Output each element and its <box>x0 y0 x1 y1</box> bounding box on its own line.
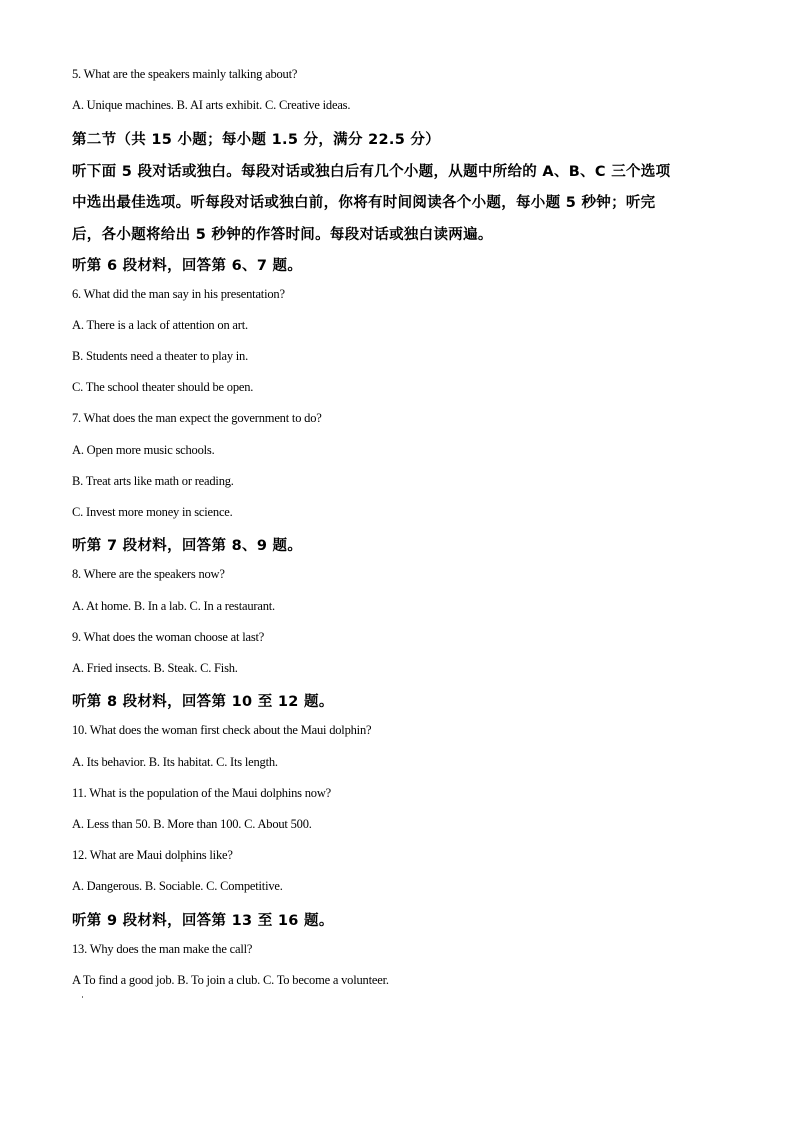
option-7c: C. Invest more money in science. <box>72 505 233 519</box>
option-7a: A. Open more music schools. <box>72 443 215 457</box>
material-heading-7: 听第 7 段材料，回答第 8、9 题。 <box>72 538 303 554</box>
question-6: 6. What did the man say in his presentation? <box>72 287 285 301</box>
options-8: A. At home. B. In a lab. C. In a restaurant. <box>72 599 275 613</box>
option-6b: B. Students need a theater to play in. <box>72 349 249 363</box>
instruction-line-1: 听下面 5 段对话或独白。每段对话或独白后有几个小题，从题中所给的 A、B、C 三个选项 <box>72 164 671 180</box>
option-6c: C. The school theater should be open. <box>72 380 254 394</box>
options-12: A. Dangerous. B. Sociable. C. Competitive. <box>72 879 283 893</box>
option-6a: A. There is a lack of attention on art. <box>72 318 248 332</box>
stray-mark <box>82 996 83 998</box>
question-10: 10. What does the woman first check about the Maui dolphin? <box>72 723 372 737</box>
question-13: 13. Why does the man make the call? <box>72 942 253 956</box>
options-11: A. Less than 50. B. More than 100. C. About 500. <box>72 817 312 831</box>
section-heading: 第二节（共 15 小题；每小题 1.5 分，满分 22.5 分） <box>72 132 441 148</box>
options-5: A. Unique machines. B. AI arts exhibit. C. Creative ideas. <box>72 98 351 112</box>
question-11: 11. What is the population of the Maui dolphins now? <box>72 786 332 800</box>
options-9: A. Fried insects. B. Steak. C. Fish. <box>72 661 238 675</box>
instruction-line-3: 后，各小题将给出 5 秒钟的作答时间。每段对话或独白读两遍。 <box>72 227 493 243</box>
options-10: A. Its behavior. B. Its habitat. C. Its length. <box>72 755 278 769</box>
material-heading-6: 听第 6 段材料，回答第 6、7 题。 <box>72 258 303 274</box>
material-heading-9: 听第 9 段材料，回答第 13 至 16 题。 <box>72 913 334 929</box>
question-8: 8. Where are the speakers now? <box>72 567 225 581</box>
question-5: 5. What are the speakers mainly talking about? <box>72 67 298 81</box>
options-13: A To find a good job. B. To join a club. C. To become a volunteer. <box>72 973 389 987</box>
material-heading-8: 听第 8 段材料，回答第 10 至 12 题。 <box>72 694 334 710</box>
question-7: 7. What does the man expect the government to do? <box>72 411 322 425</box>
question-12: 12. What are Maui dolphins like? <box>72 848 233 862</box>
question-9: 9. What does the woman choose at last? <box>72 630 265 644</box>
instruction-line-2: 中选出最佳选项。听每段对话或独白前，你将有时间阅读各个小题，每小题 5 秒钟；听完 <box>72 195 656 211</box>
option-7b: B. Treat arts like math or reading. <box>72 474 234 488</box>
